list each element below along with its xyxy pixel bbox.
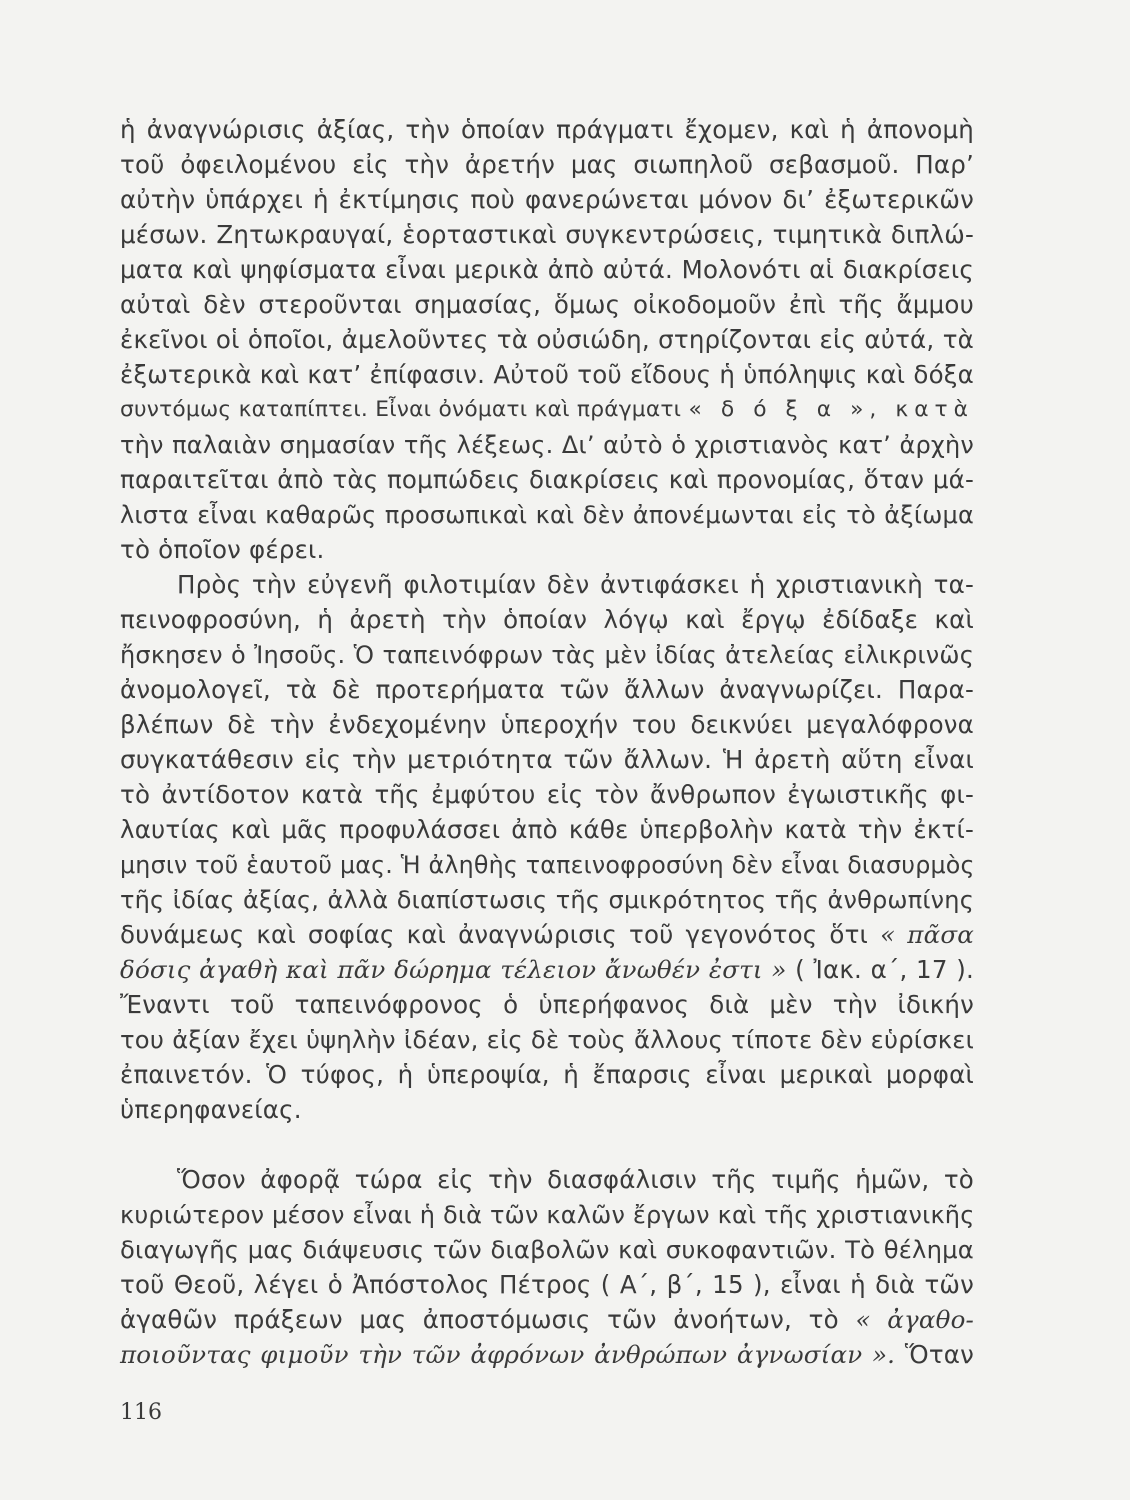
text-segment: συντόμως καταπίπτει. Εἶναι ὀνόματι καὶ πράγματι bbox=[120, 397, 682, 422]
paragraph-start: Πρὸς τὴν εὐγενῆ φιλοτιμίαν δὲν ἀντιφάσκει ἡ χριστιανικὴ τα- bbox=[177, 570, 974, 599]
text-line: μέσων. Ζητωκραυγαί, ἑορταστικαὶ συγκεντρώσεις, τιμητικὰ διπλώ- bbox=[120, 220, 974, 249]
text-line: ἤσκησεν ὁ Ἰησοῦς. Ὁ ταπεινόφρων τὰς μὲν ἰδίας ἀτελείας εἰλικρινῶς bbox=[120, 641, 974, 669]
text-line bbox=[120, 953, 974, 988]
quote-pasa-cont: δόσις ἀγαθὴ καὶ πᾶν δώρημα τέλειον ἄνωθέν ἐστι » bbox=[120, 955, 787, 984]
text-line: αὐτὴν ὑπάρχει ἡ ἐκτίμησις ποὺ φανερώνεται μόνον δι’ ἐξωτερικῶν bbox=[120, 185, 974, 214]
text-line: βλέπων δὲ τὴν ἐνδεχομένην ὑπεροχήν του δεικνύει μεγαλόφρονα bbox=[120, 710, 974, 739]
text-line bbox=[120, 1338, 974, 1373]
text-line: ἐκεῖνοι οἱ ὁποῖοι, ἀμελοῦντες τὰ οὐσιώδη, στηρίζονται εἰς αὐτά, τὰ bbox=[120, 325, 974, 354]
text-line: πεινοφροσύνη, ἡ ἀρετὴ τὴν ὁποίαν λόγῳ καὶ ἔργῳ ἐδίδαξε καὶ bbox=[120, 605, 974, 634]
text-line: λαυτίας καὶ μᾶς προφυλάσσει ἀπὸ κάθε ὑπερβολὴν κατὰ τὴν ἐκτί- bbox=[120, 815, 974, 844]
text-segment: δυνάμεως καὶ σοφίας καὶ ἀναγνώρισις τοῦ γεγονότος ὅτι bbox=[120, 920, 869, 949]
text-line: συγκατάθεσιν εἰς τὴν μετριότητα τῶν ἄλλων. Ἡ ἀρετὴ αὕτη εἶναι bbox=[120, 745, 974, 774]
text-line: παραιτεῖται ἀπὸ τὰς πομπώδεις διακρίσεις καὶ προνομίας, ὅταν μά- bbox=[120, 465, 974, 494]
text-line: τὸ ἀντίδοτον κατὰ τῆς ἐμφύτου εἰς τὸν ἄνθρωπον ἐγωιστικῆς φι- bbox=[120, 780, 974, 809]
text-segment: Ὅταν bbox=[904, 1340, 974, 1369]
text-line: τὴν παλαιὰν σημασίαν τῆς λέξεως. Δι’ αὐτὸ ὁ χριστιανὸς κατ’ ἀρχὴν bbox=[120, 431, 974, 459]
text-line: Ἔναντι τοῦ ταπεινόφρονος ὁ ὑπερήφανος διὰ μὲν τὴν ἰδικήν bbox=[120, 990, 974, 1019]
text-line: τῆς ἰδίας ἀξίας, ἀλλὰ διαπίστωσις τῆς σμικρότητος τῆς ἀνθρωπίνης bbox=[120, 886, 974, 914]
text-line bbox=[120, 1303, 974, 1338]
paragraph-start: Ὅσον ἀφορᾷ τώρα εἰς τὴν διασφάλισιν τῆς τιμῆς ἡμῶν, τὸ bbox=[177, 1165, 974, 1194]
text-line bbox=[120, 393, 974, 428]
text-line: ἀνομολογεῖ, τὰ δὲ προτερήματα τῶν ἄλλων ἀναγνωρίζει. Παρα- bbox=[120, 675, 974, 704]
text-line: αὐταὶ δὲν στεροῦνται σημασίας, ὅμως οἰκοδομοῦν ἐπὶ τῆς ἄμμου bbox=[120, 290, 974, 319]
page-number: 116 bbox=[120, 1400, 162, 1425]
quote-pasa: « πᾶσα bbox=[880, 920, 974, 949]
text-line: ἐπαινετόν. Ὁ τύφος, ἡ ὑπεροψία, ἡ ἔπαρσις εἶναι μερικαὶ μορφαὶ bbox=[120, 1060, 974, 1089]
text-line: ματα καὶ ψηφίσματα εἶναι μερικὰ ἀπὸ αὐτά. Μολονότι αἱ διακρίσεις bbox=[120, 255, 974, 284]
text-segment: ( Ἰακ. α΄, 17 ). bbox=[795, 955, 974, 984]
text-line: ἡ ἀναγνώρισις ἀξίας, τὴν ὁποίαν πράγματι ἔχομεν, καὶ ἡ ἀπονομὴ bbox=[120, 115, 974, 144]
text-line: τὸ ὁποῖον φέρει. bbox=[120, 535, 325, 564]
quote-agatho: « ἀγαθο- bbox=[855, 1305, 974, 1334]
text-line: ἐξωτερικὰ καὶ κατ’ ἐπίφασιν. Αὐτοῦ τοῦ εἴδους ἡ ὑπόληψις καὶ δόξα bbox=[120, 360, 974, 389]
text-segment: ἀγαθῶν πράξεων μας ἀποστόμωσις τῶν ἀνοήτων, τὸ bbox=[120, 1305, 839, 1334]
text-line: του ἀξίαν ἔχει ὑψηλὴν ἰδέαν, εἰς δὲ τοὺς ἄλλους τίποτε δὲν εὑρίσκει bbox=[120, 1025, 974, 1054]
quote-agatho-cont: ποιοῦντας φιμοῦν τὴν τῶν ἀφρόνων ἀνθρώπων ἀγνωσίαν ». bbox=[120, 1340, 896, 1369]
text-line: μησιν τοῦ ἑαυτοῦ μας. Ἡ ἀληθὴς ταπεινοφροσύνη δὲν εἶναι διασυρμὸς bbox=[120, 851, 975, 879]
text-line: τοῦ ὀφειλομένου εἰς τὴν ἀρετήν μας σιωπηλοῦ σεβασμοῦ. Παρ’ bbox=[120, 150, 974, 179]
text-line: κυριώτερον μέσον εἶναι ἡ διὰ τῶν καλῶν ἔργων καὶ τῆς χριστιανικῆς bbox=[120, 1201, 975, 1229]
text-line: τοῦ Θεοῦ, λέγει ὁ Ἀπόστολος Πέτρος ( Α΄, β΄, 15 ), εἶναι ἡ διὰ τῶν bbox=[120, 1270, 974, 1299]
text-line: διαγωγῆς μας διάψευσις τῶν διαβολῶν καὶ συκοφαντιῶν. Τὸ θέλημα bbox=[120, 1235, 974, 1264]
text-line bbox=[120, 918, 974, 953]
quote-doxa: « δ ό ξ α », κατὰ bbox=[688, 397, 974, 422]
text-line: λιστα εἶναι καθαρῶς προσωπικαὶ καὶ δὲν ἀπονέμωνται εἰς τὸ ἀξίωμα bbox=[120, 501, 974, 529]
text-line: ὑπερηφανείας. bbox=[120, 1095, 302, 1124]
